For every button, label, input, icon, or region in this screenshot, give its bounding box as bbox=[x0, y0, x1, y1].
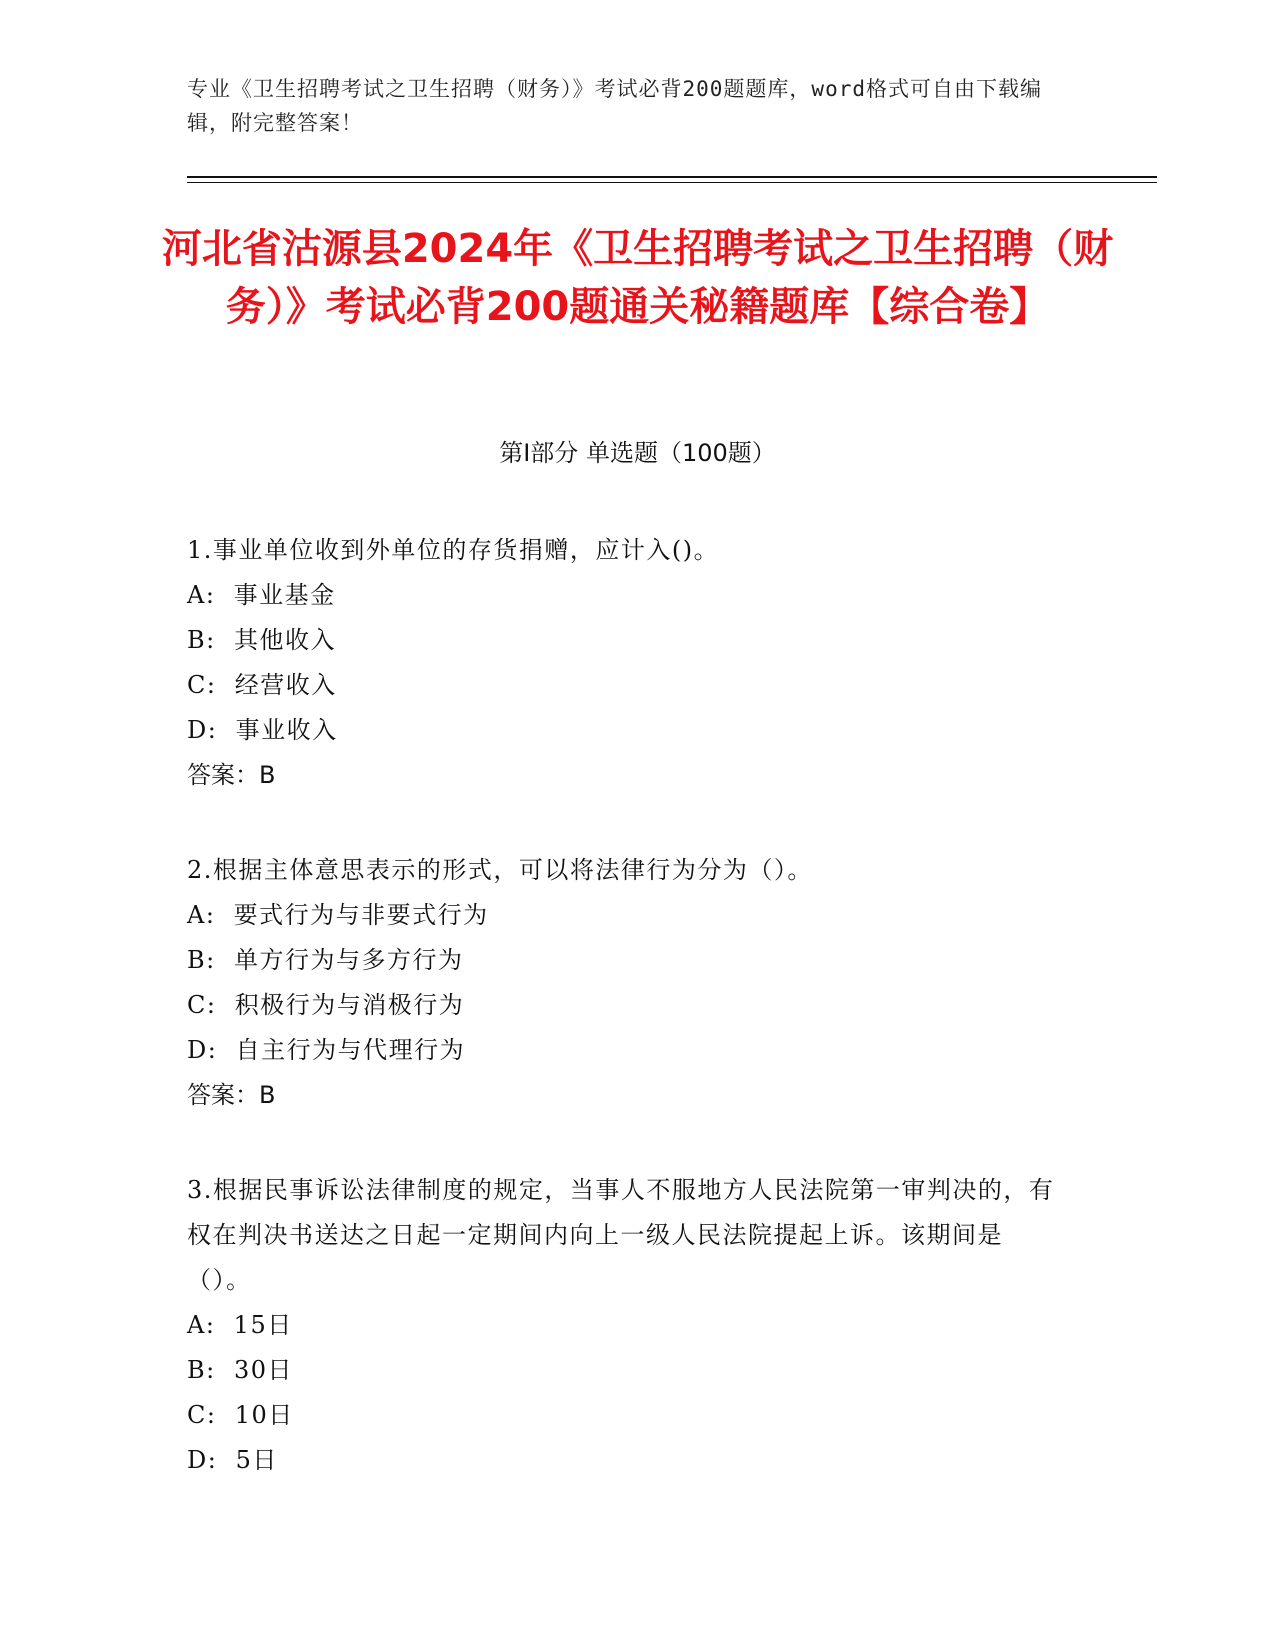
option-a: A: 要式行为与非要式行为 bbox=[187, 901, 489, 929]
section-title: 第Ⅰ部分 单选题（100题） bbox=[499, 439, 776, 467]
answer: 答案：B bbox=[187, 1081, 276, 1109]
option-a: A: 事业基金 bbox=[187, 581, 336, 609]
question-3 bbox=[187, 1168, 1067, 1483]
question-text: 3.根据民事诉讼法律制度的规定，当事人不服地方人民法院第一审判决的，有权在判决书送达之日起一定期间内向上一级人民法院提起上诉。该期间是（）。 bbox=[187, 1176, 1055, 1294]
option-c: C: 10日 bbox=[187, 1401, 294, 1429]
document-title: 河北省沽源县2024年《卫生招聘考试之卫生招聘（财务）》考试必背200题通关秘籍题库【综合卷】 bbox=[161, 226, 1114, 330]
option-d: D: 自主行为与代理行为 bbox=[187, 1036, 466, 1064]
option-b: B: 其他收入 bbox=[187, 626, 336, 654]
option-d: D: 事业收入 bbox=[187, 716, 338, 744]
question-1 bbox=[187, 528, 1067, 798]
option-b: B: 单方行为与多方行为 bbox=[187, 946, 464, 974]
option-c: C: 积极行为与消极行为 bbox=[187, 991, 465, 1019]
option-d: D: 5日 bbox=[187, 1446, 278, 1474]
header-rule-thin bbox=[187, 182, 1157, 183]
option-a: A: 15日 bbox=[187, 1311, 293, 1339]
question-2 bbox=[187, 848, 1067, 1118]
header-note: 专业《卫生招聘考试之卫生招聘（财务）》考试必背200题题库，word格式可自由下载编辑，附完整答案！ bbox=[187, 77, 1042, 135]
question-text: 2.根据主体意思表示的形式，可以将法律行为分为（）。 bbox=[187, 856, 813, 884]
option-c: C: 经营收入 bbox=[187, 671, 337, 699]
header-rule-thick bbox=[187, 176, 1157, 178]
answer: 答案：B bbox=[187, 761, 276, 789]
question-text: 1.事业单位收到外单位的存货捐赠，应计入()。 bbox=[187, 536, 720, 564]
option-b: B: 30日 bbox=[187, 1356, 294, 1384]
